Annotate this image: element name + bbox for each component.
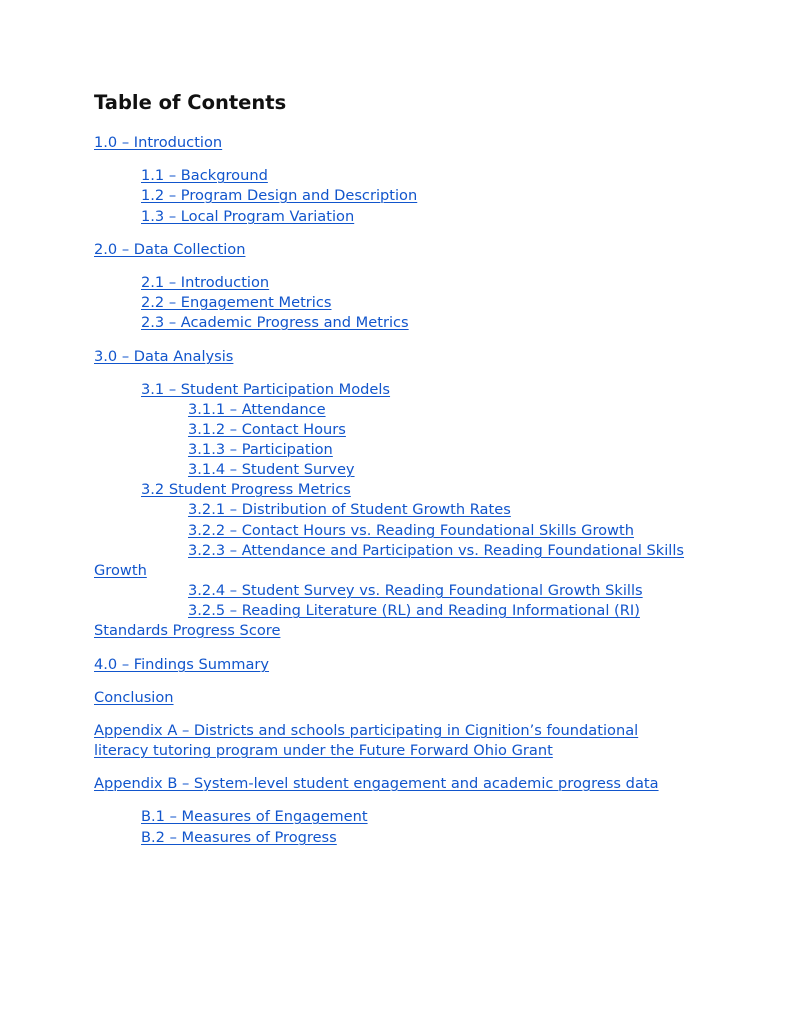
toc-link-b-1-engagement[interactable]: B.1 – Measures of Engagement: [141, 808, 368, 825]
toc-link-1-2-program-design[interactable]: 1.2 – Program Design and Description: [141, 187, 418, 204]
toc-link-2-2-engagement-metrics[interactable]: 2.2 – Engagement Metrics: [141, 294, 332, 311]
toc-link-1-1-background[interactable]: 1.1 – Background: [141, 167, 268, 184]
toc-link-3-2-3-attendance-vs-growth-cont[interactable]: Growth: [94, 562, 147, 579]
toc-link-3-2-5-rl-ri-progress-cont[interactable]: Standards Progress Score: [94, 622, 281, 639]
toc-link-3-1-4-student-survey[interactable]: 3.1.4 – Student Survey: [188, 461, 355, 478]
toc-link-appendix-a-cont[interactable]: literacy tutoring program under the Future Forward Ohio Grant: [94, 742, 553, 759]
toc-link-2-0-data-collection[interactable]: 2.0 – Data Collection: [94, 241, 246, 258]
toc-link-3-2-1-growth-rates[interactable]: 3.2.1 – Distribution of Student Growth Rates: [188, 501, 511, 518]
toc-link-1-0-introduction[interactable]: 1.0 – Introduction: [94, 134, 223, 151]
toc-link-3-1-participation-models[interactable]: 3.1 – Student Participation Models: [141, 381, 391, 398]
toc-link-3-2-2-contact-hours-vs-growth[interactable]: 3.2.2 – Contact Hours vs. Reading Foundational Skills Growth: [188, 522, 634, 539]
toc-link-3-0-data-analysis[interactable]: 3.0 – Data Analysis: [94, 348, 234, 365]
toc-link-1-3-local-program-variation[interactable]: 1.3 – Local Program Variation: [141, 208, 355, 225]
toc-link-3-1-3-participation[interactable]: 3.1.3 – Participation: [188, 441, 333, 458]
toc-link-2-1-introduction[interactable]: 2.1 – Introduction: [141, 274, 270, 291]
toc-link-conclusion[interactable]: Conclusion: [94, 689, 174, 706]
toc-link-3-2-4-survey-vs-growth[interactable]: 3.2.4 – Student Survey vs. Reading Foundational Growth Skills: [188, 582, 643, 599]
toc-link-3-2-student-progress-metrics[interactable]: 3.2 Student Progress Metrics: [141, 481, 351, 498]
toc-link-4-0-findings-summary[interactable]: 4.0 – Findings Summary: [94, 656, 270, 673]
toc-link-b-2-progress[interactable]: B.2 – Measures of Progress: [141, 829, 337, 846]
toc-link-appendix-a[interactable]: Appendix A – Districts and schools participating in Cignition’s foundational: [94, 722, 639, 739]
toc-link-3-2-5-rl-ri-progress[interactable]: 3.2.5 – Reading Literature (RL) and Reading Informational (RI): [188, 602, 640, 619]
toc-link-2-3-academic-progress[interactable]: 2.3 – Academic Progress and Metrics: [141, 314, 409, 331]
toc-link-3-1-1-attendance[interactable]: 3.1.1 – Attendance: [188, 401, 326, 418]
toc-link-appendix-b[interactable]: Appendix B – System-level student engagement and academic progress data: [94, 775, 659, 792]
toc-title: Table of Contents: [94, 91, 287, 114]
toc-link-3-2-3-attendance-vs-growth[interactable]: 3.2.3 – Attendance and Participation vs. Reading Foundational Skills: [188, 542, 685, 559]
toc-link-3-1-2-contact-hours[interactable]: 3.1.2 – Contact Hours: [188, 421, 346, 438]
